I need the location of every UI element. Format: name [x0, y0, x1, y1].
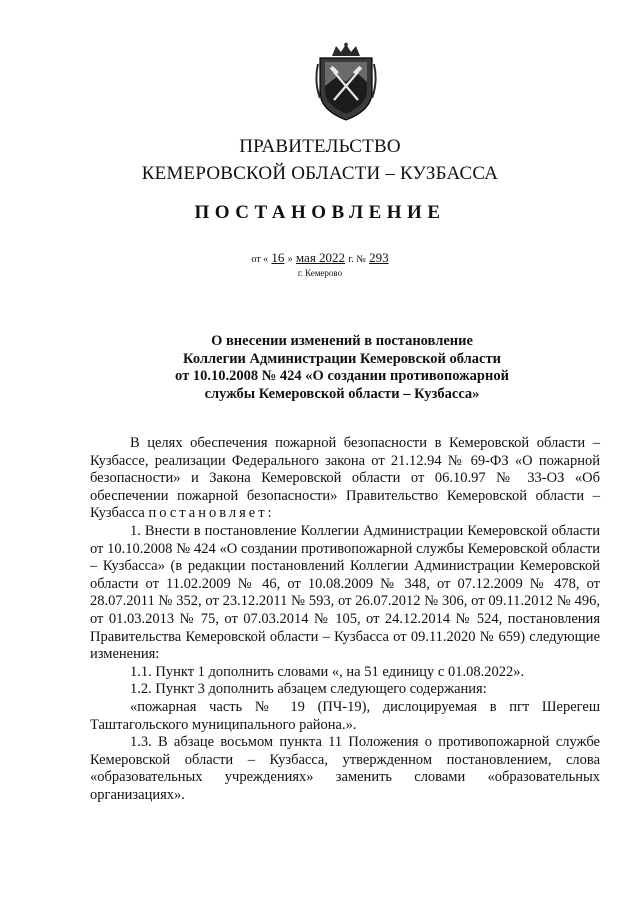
- title-line: службы Кемеровской области – Кузбасса»: [204, 385, 480, 402]
- date-day: 16: [271, 250, 285, 265]
- date-prefix: от «: [251, 254, 269, 265]
- preamble-end: :: [267, 505, 272, 522]
- decree-heading: ПОСТАНОВЛЕНИЕ: [194, 202, 446, 223]
- preamble-text: В целях обеспечения пожарной безопасности в Кемеровской области – Кузбассе, реализации Федерального закона от 21.12.94 № 69-ФЗ «О пожарной безопасности» и Закона Кемеровской области от 06.10.97 № 33-ОЗ «Об обеспечении пожарной безопасности» Правительство Кемеровской области – Кузбасса: [90, 435, 600, 522]
- city-name: г. Кемерово: [297, 268, 343, 278]
- title-line: О внесении изменений в постановление: [211, 333, 473, 349]
- paragraph-item-1-1: 1.1. Пункт 1 дополнить словами «, на 51 единицу с 01.08.2022».: [130, 663, 525, 680]
- paragraph-quote: «пожарная часть № 19 (ПЧ-19), дислоцируемая в пгт Шерегеш Таштагольского муниципального района.».: [90, 698, 600, 733]
- document-body: [90, 435, 600, 804]
- paragraph-item-1-2: 1.2. Пункт 3 дополнить абзацем следующего содержания:: [130, 681, 487, 698]
- paragraph-item-1-3: 1.3. В абзаце восьмом пункта 11 Положения о противопожарной службе Кемеровской области – Кузбасса, утвержденном постановлением, слова «образовательных учреждениях» заменить словами «образовательных организациях».: [90, 734, 600, 803]
- government-name-line1: ПРАВИТЕЛЬСТВО: [239, 136, 401, 157]
- title-line: от 10.10.2008 № 424 «О создании противопожарной: [175, 368, 509, 384]
- date-mid: »: [287, 254, 293, 265]
- document-title: [150, 333, 534, 403]
- decree-dateline: [0, 250, 640, 266]
- resolves-word: постановляет: [148, 505, 268, 522]
- paragraph-preamble: [90, 435, 600, 523]
- date-year-suffix: г. №: [348, 254, 366, 265]
- kuzbass-coat-of-arms-icon: [314, 42, 378, 122]
- date-month-year: мая 2022: [295, 250, 346, 265]
- paragraph-item-1: 1. Внести в постановление Коллегии Администрации Кемеровской области от 10.10.2008 № 424 «О создании противопожарной службы Кемеровской области – Кузбасса» (в редакции постановлений Коллегии Администрации Кемеровской области от 11.02.2009 № 46, от 10.08.2009 № 348, от 07.12.2009 № 478, от 28.07.2011 № 352, от 23.12.2011 № 593, от 26.07.2012 № 306, от 09.11.2012 № 496, от 01.03.2013 № 75, от 07.03.2014 № 105, от 24.12.2014 № 524, постановления Правительства Кемеровской области – Кузбасса от 09.11.2020 № 659) следующие изменения:: [90, 522, 600, 663]
- decree-number: 293: [369, 250, 389, 265]
- title-line: Коллегии Администрации Кемеровской области: [183, 350, 501, 367]
- government-name-line2: КЕМЕРОВСКОЙ ОБЛАСТИ – КУЗБАССА: [141, 163, 499, 184]
